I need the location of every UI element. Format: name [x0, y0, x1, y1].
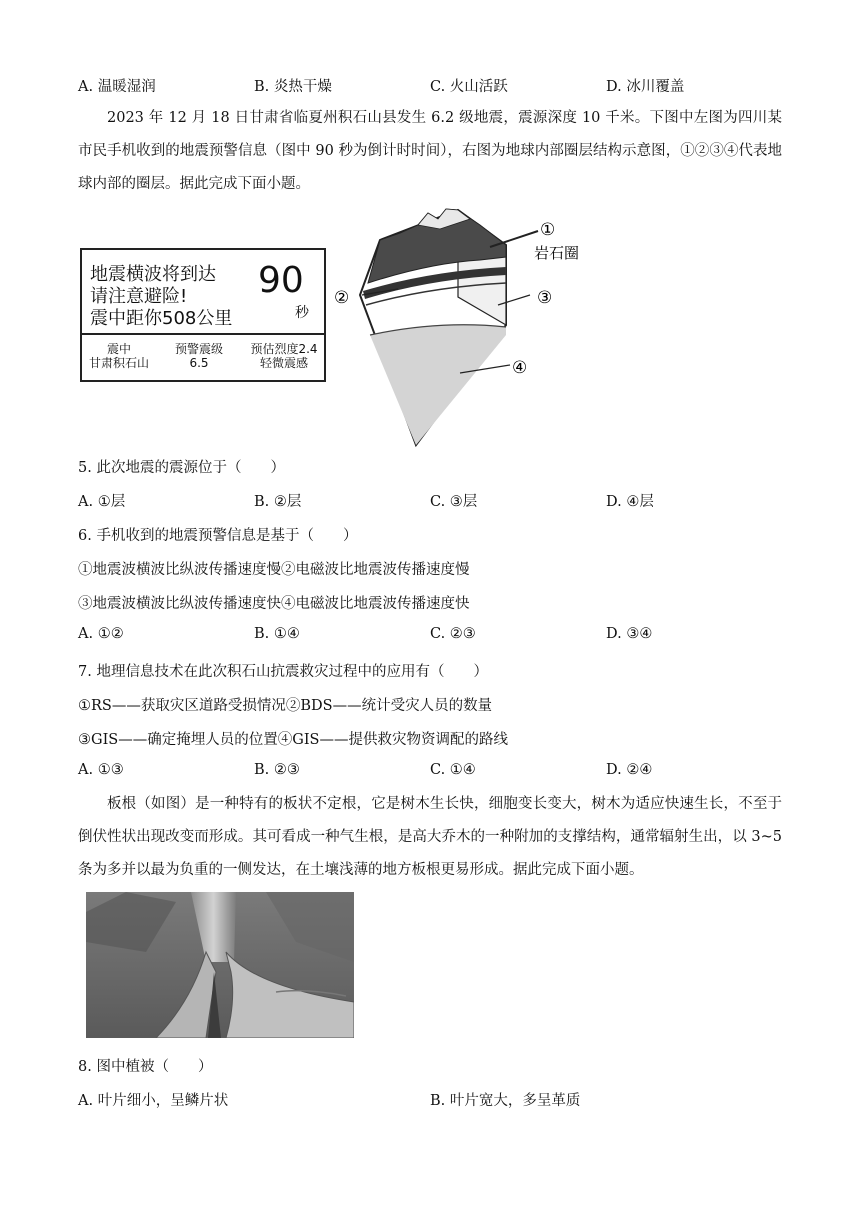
warning-divider	[82, 333, 324, 335]
diagram-label-lithosphere: 岩石圈	[534, 244, 580, 262]
diagram-layer-4-fill	[370, 325, 506, 445]
diagram-label-1: ①	[540, 220, 556, 240]
q7-option-d: D. ②④	[606, 762, 653, 778]
q7-statements-2: ③GIS——确定掩埋人员的位置④GIS——提供救灾物资调配的路线	[78, 732, 508, 748]
q4-option-b: B. 炎热干燥	[254, 79, 332, 95]
warning-magnitude	[166, 342, 232, 370]
q7-statements-1: ①RS——获取灾区道路受损情况②BDS——统计受灾人员的数量	[78, 698, 493, 714]
warning-magnitude-label: 预警震级	[174, 342, 223, 356]
q8-stem: 8. 图中植被（ ）	[78, 1059, 213, 1075]
q7-option-a: A. ①③	[78, 762, 124, 778]
q6-option-a: A. ①②	[78, 626, 124, 642]
warning-line-3: 震中距你508公里	[90, 308, 233, 329]
warning-magnitude-value: 6.5	[189, 356, 209, 370]
intro-paragraph-buttress-roots: 板根（如图）是一种特有的板状不定根，它是树木生长快，细胞变长变大，树木为适应快速生长，不至于倒伏性状出现改变而形成。其可看成一种气生根，是高大乔木的一种附加的支撑结构，通常辐射生出，以 3~5 条为多并以最为负重的一侧发达，在土壤浅薄的地方板根更易形成。据此完成下面小题。	[78, 796, 782, 878]
warning-intensity-value: 轻微震感	[259, 356, 308, 370]
q7-stem: 7. 地理信息技术在此次积石山抗震救灾过程中的应用有（ ）	[78, 664, 488, 680]
q6-statements-1: ①地震波横波比纵波传播速度慢②电磁波比地震波传播速度慢	[78, 562, 470, 578]
warning-epicenter-value: 甘肃积石山	[88, 356, 149, 370]
q6-option-c: C. ②③	[430, 626, 476, 642]
q6-option-d: D. ③④	[606, 626, 653, 642]
diagram-label-4: ④	[512, 358, 528, 378]
earth-interior-diagram	[330, 205, 600, 450]
warning-line-1: 地震横波将到达	[90, 264, 216, 285]
warning-countdown: 90	[258, 260, 304, 301]
q5-option-b: B. ②层	[254, 494, 302, 510]
warning-line-2: 请注意避险!	[90, 286, 188, 307]
intro-paragraph-earthquake: 2023 年 12 月 18 日甘肃省临夏州积石山县发生 6.2 级地震，震源深度 10 千米。下图中左图为四川某市民手机收到的地震预警信息（图中 90 秒为倒计时时间），右图为地球内部圈层结构示意图，①②③④代表地球内部的圈层。据此完成下面小题。	[78, 110, 782, 192]
warning-countdown-unit: 秒	[295, 305, 309, 321]
warning-intensity	[246, 342, 322, 370]
q4-option-d: D. 冰川覆盖	[606, 79, 685, 95]
q8-option-a: A. 叶片细小，呈鳞片状	[78, 1093, 229, 1109]
earthquake-warning-figure	[80, 248, 326, 382]
q6-option-b: B. ①④	[254, 626, 300, 642]
q7-option-b: B. ②③	[254, 762, 300, 778]
warning-epicenter	[86, 342, 152, 370]
q8-option-b: B. 叶片宽大，多呈革质	[430, 1093, 581, 1109]
q4-option-c: C. 火山活跃	[430, 79, 508, 95]
warning-intensity-label: 预估烈度2.4	[250, 342, 318, 356]
q5-option-a: A. ①层	[78, 494, 126, 510]
q5-option-d: D. ④层	[606, 494, 654, 510]
q6-stem: 6. 手机收到的地震预警信息是基于（ ）	[78, 528, 358, 544]
q6-statements-2: ③地震波横波比纵波传播速度快④电磁波比地震波传播速度快	[78, 596, 470, 612]
diagram-label-3: ③	[537, 288, 553, 308]
buttress-root-photo	[86, 892, 354, 1038]
q5-stem: 5. 此次地震的震源位于（ ）	[78, 460, 285, 476]
warning-epicenter-label: 震中	[106, 342, 131, 356]
diagram-label-2: ②	[334, 288, 350, 308]
q5-option-c: C. ③层	[430, 494, 478, 510]
q4-option-a: A. 温暖湿润	[78, 79, 156, 95]
q7-option-c: C. ①④	[430, 762, 476, 778]
